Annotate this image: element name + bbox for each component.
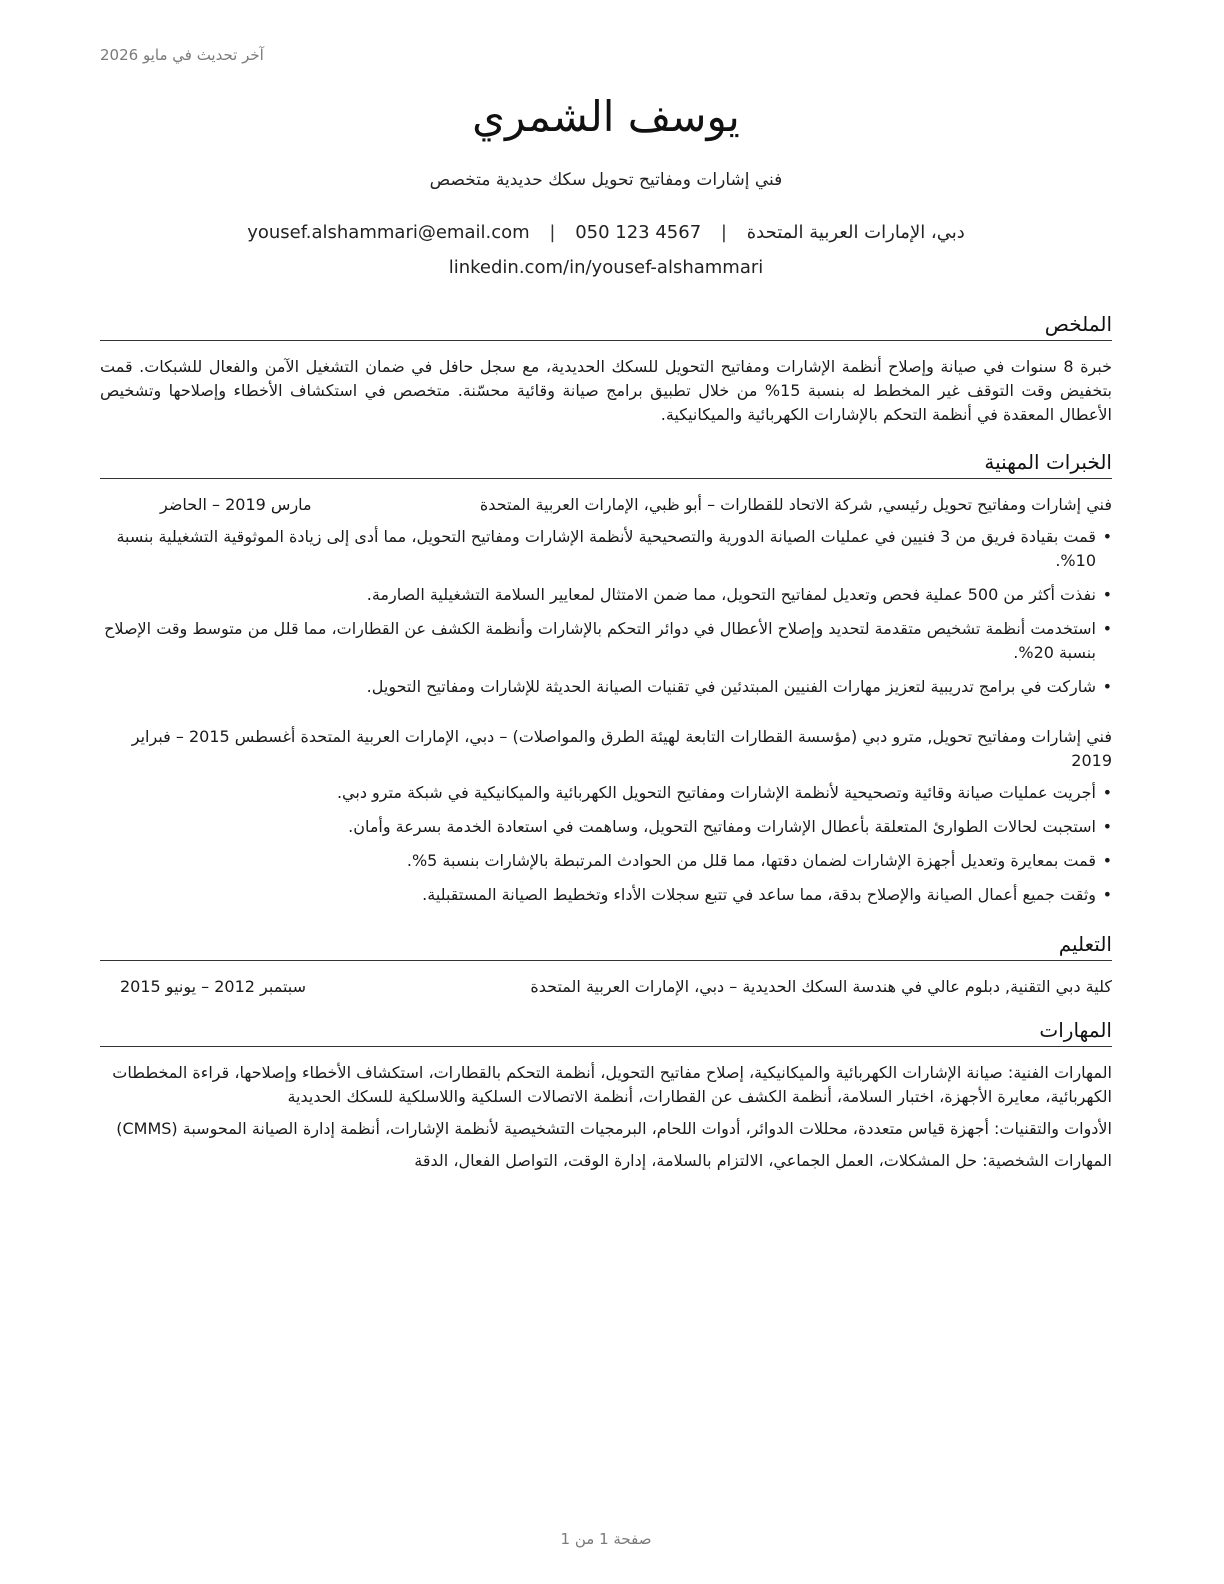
job-bullet: • قمت بقيادة فريق من 3 فنيين في عمليات الصيانة الدورية والتصحيحية لأنظمة الإشارات ومفاتيح التحويل، مما أدى إلى زيادة الموثوقية التشغيلية بنسبة 10%.: [100, 525, 1112, 573]
job-heading: فني إشارات ومفاتيح تحويل رئيسي, شركة الاتحاد للقطارات – أبو ظبي، الإمارات العربية المتحدة: [479, 495, 1112, 514]
section-title-education: التعليم: [100, 930, 1112, 961]
contact-location: دبي، الإمارات العربية المتحدة: [746, 222, 965, 243]
job-header: [100, 493, 1112, 517]
job-bullet: • أجريت عمليات صيانة وقائية وتصحيحية لأنظمة الإشارات ومفاتيح التحويل الكهربائية والميكانيكية في شبكة مترو دبي.: [100, 781, 1112, 805]
job-entry: [100, 725, 1112, 907]
section-title-summary: الملخص: [100, 310, 1112, 341]
education-section: [100, 930, 1112, 999]
summary-section: [100, 310, 1112, 427]
job-date: مارس 2019 – الحاضر: [160, 495, 312, 514]
contact-email[interactable]: yousef.alshammari@email.com: [247, 222, 530, 243]
contact-linkedin[interactable]: linkedin.com/in/yousef-alshammari: [448, 257, 764, 278]
job-heading: فني إشارات ومفاتيح تحويل, مترو دبي (مؤسسة القطارات التابعة لهيئة الطرق والمواصلات) – دبي، الإمارات العربية المتحدة: [300, 727, 1112, 746]
job-bullet: • وثقت جميع أعمال الصيانة والإصلاح بدقة، مما ساعد في تتبع سجلات الأداء وتخطيط الصيانة المستقبلية.: [100, 883, 1112, 907]
contact-separator: |: [720, 222, 727, 243]
section-title-experience: الخبرات المهنية: [100, 448, 1112, 479]
job-bullet: • قمت بمعايرة وتعديل أجهزة الإشارات لضمان دقتها، مما قلل من الحوادث المرتبطة بالإشارات بنسبة 5%.: [100, 849, 1112, 873]
education-entry: [100, 975, 1112, 999]
job-bullet: • شاركت في برامج تدريبية لتعزيز مهارات الفنيين المبتدئين في تقنيات الصيانة الحديثة للإشارات ومفاتيح التحويل.: [100, 675, 1112, 699]
skills-tools: الأدوات والتقنيات: أجهزة قياس متعددة، محللات الدوائر، أدوات اللحام، البرمجيات التشخيصية لأنظمة الإشارات، أنظمة إدارة الصيانة المحوسبة (CMMS): [116, 1119, 1112, 1138]
job-bullet: • استخدمت أنظمة تشخيص متقدمة لتحديد وإصلاح الأعطال في دوائر التحكم بالإشارات وأنظمة الكشف عن القطارات، مما قلل من متوسط وقت الإصلاح بنسبة 20%.: [100, 617, 1112, 665]
job-entry: [100, 493, 1112, 699]
job-date: أغسطس 2015 – فبراير 2019: [131, 727, 1112, 770]
education-date: سبتمبر 2012 – يونيو 2015: [120, 977, 307, 996]
contact-line: [100, 222, 1112, 243]
page-number: صفحة 1 من 1: [560, 1530, 652, 1548]
resume-page: [100, 0, 1112, 1584]
contact-phone: 050 123 4567: [575, 222, 702, 243]
education-heading: كلية دبي التقنية, دبلوم عالي في هندسة السكك الحديدية – دبي، الإمارات العربية المتحدة: [530, 977, 1112, 996]
job-bullets: [100, 525, 1112, 699]
candidate-name: يوسف الشمري: [472, 92, 740, 141]
last-updated: آخر تحديث في مايو 2026: [100, 46, 264, 64]
job-bullets: [100, 781, 1112, 907]
job-bullet: • استجبت لحالات الطوارئ المتعلقة بأعطال الإشارات ومفاتيح التحويل، وساهمت في استعادة الخدمة بسرعة وأمان.: [100, 815, 1112, 839]
experience-section: [100, 448, 1112, 917]
job-title: فني إشارات ومفاتيح تحويل سكك حديدية متخصص: [429, 170, 783, 190]
section-title-skills: المهارات: [100, 1016, 1112, 1047]
skills-soft: المهارات الشخصية: حل المشكلات، العمل الجماعي، الالتزام بالسلامة، إدارة الوقت، التواصل الفعال، الدقة: [414, 1151, 1112, 1170]
job-header: [100, 725, 1112, 773]
contact-separator: |: [549, 222, 556, 243]
summary-text: خبرة 8 سنوات في صيانة وإصلاح أنظمة الإشارات ومفاتيح التحويل للسكك الحديدية، مع سجل حافل في ضمان التشغيل الآمن والفعال للشبكات. قمت بتخفيض وقت التوقف غير المخطط له بنسبة 15% من خلال تطبيق برامج صيانة وقائية محسّنة. متخصص في استكشاف الأخطاء وإصلاحها وتشخيص الأعطال المعقدة في أنظمة التحكم بالإشارات الكهربائية والميكانيكية.: [100, 357, 1112, 424]
skills-technical: المهارات الفنية: صيانة الإشارات الكهربائية والميكانيكية، إصلاح مفاتيح التحويل، أنظمة التحكم بالقطارات، استكشاف الأخطاء وإصلاحها، قراءة المخططات الكهربائية، معايرة الأجهزة، اختبار السلامة، أنظمة الكشف عن القطارات، أنظمة الاتصالات السلكية واللاسلكية للسكك الحديدية: [112, 1063, 1112, 1106]
job-bullet: • نفذت أكثر من 500 عملية فحص وتعديل لمفاتيح التحويل، مما ضمن الامتثال لمعايير السلامة التشغيلية الصارمة.: [100, 583, 1112, 607]
skills-section: [100, 1016, 1112, 1181]
